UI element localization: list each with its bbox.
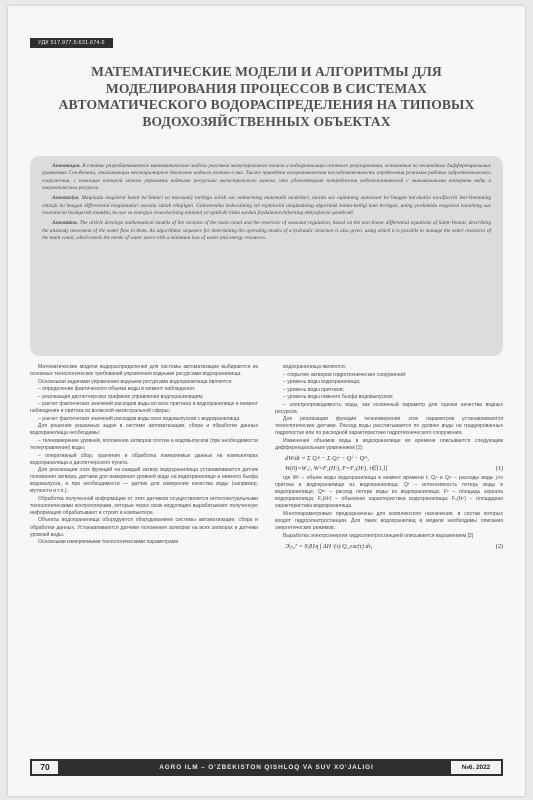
equation-2	[285, 543, 503, 550]
equation-1-aux: W(0)=W₀ᶜ, W=F₁(Hᶜ), F=F₂(Hᶜ), i∈[1,l]	[285, 465, 388, 473]
issue-number: №6. 2022	[451, 761, 501, 774]
list-item: – реализация диспетчерских графиков управления водохранилищем;	[38, 393, 204, 400]
equation-1	[285, 455, 503, 462]
paragraph: Математические модели водораспределения для системы автоматизации выбираются из основных технологических требований управления водными ресурсами водохранилища.	[30, 364, 258, 378]
abstract-uz-text: Maqolada magistral kanal bo‘limlari va mavsumiy tartibga solish suv omborining matematik modellari, ularda suv oqimining statsionar bo‘lmagan harakatini tavsiflovchi Sen-Venanning chiziqli bo‘lmagan differentsial tenglamalari asosida ishlab chiqilgan. Gidrotexnika inshootining ish rejimlarini aniqlashning algoritmik ketma-ketligi ham berilgan, uning yordamida magistral kanalning suv resurslarini boshqarish mumkin, bu suv va energiya resurslarining minimal yo‘qotilishi bilan suvdan foydalanuvchilarning ehtiyojlarini qondiradi.	[42, 195, 491, 217]
equation-1-number: (1)	[495, 465, 503, 473]
equation-1-body: dW/dt = Σ Qᵢⁿ − Σ Qⱼᵒ − Qᶠ − Qᵉᵛ,	[285, 455, 369, 463]
list-item: – оперативный сбор, хранение и обработка измеряемых данных на компьютерах водохранилища и диспетчерского пункта.	[30, 452, 258, 466]
paragraph: Основными задачами управления водными ресурсами водохранилища являются:	[38, 378, 233, 385]
paragraph: Обработка полученной информации от этих датчиков осуществляется интеллектуальными технологическими контроллерами, которые через свою модуляцию вырабатывают полученную информацию обрабатывают и строят в компьютере.	[30, 495, 258, 516]
abstract-en-text: The article develops mathematical models of the sections of the main canal and the reservoir of seasonal regulation, based on the non-linear differential equations of Saint-Venant, describing the unsteady movement of the water flow in them. An algorithmic sequence for determining the operating modes of a hydraulic structure is also given, using which it is possible to manage the water resources of the main canal, which meets the needs of water users with a minimum loss of water and energy resources.	[42, 220, 491, 242]
list-item: – открытие затворов гидротехнических сооружений;	[283, 371, 407, 378]
footer-bar	[30, 759, 503, 776]
paragraph: Для реализации функции телеизмерения этих параметров устанавливаются технологические датчики. Расход воды рассчитывается по уровню воды на градуированных гидропостах или по расходной характеристике гидротехнического сооружения.	[275, 416, 503, 437]
paragraph: Основными измеряемыми технологическими параметрами	[38, 539, 179, 546]
journal-page	[8, 6, 525, 796]
paragraph: Для реализации этих функций на каждый затвор водохранилища устанавливается датчик положения затвора, датчики для измерения уровней воды на водохранилище и нижнего бьефа водовыпуска, а при необходимости — датчик для измерения качества воды (например, мутности и т.п.).	[30, 467, 258, 495]
equation-2-number: (2)	[495, 542, 503, 550]
abstract-box	[30, 156, 503, 356]
left-column	[30, 364, 258, 547]
right-column	[275, 364, 503, 553]
list-item: – электропроводимость воды, как косвенный параметр для оценки качества водных ресурсов.	[275, 401, 503, 415]
list-item: – уровень воды притоков;	[283, 386, 344, 393]
body-columns	[30, 364, 503, 754]
abstract-en-label: Annotation.	[52, 220, 79, 227]
abstract-uz-label: Annotatsiya.	[52, 195, 80, 202]
abstract-ru	[42, 163, 491, 192]
paragraph: Изменение объемов воды в водохранилище во времени описывается следующим дифференциальным уравнением [1]:	[275, 437, 503, 452]
udk-code: УДК 517.977.5:631.674.6	[30, 38, 113, 48]
paragraph: Объекты водохранилища оборудуются оборудованием системы автоматизации, сбора и обработки данных. Устанавливаются датчики положения затворов на всех затворах и датчики уровней воды.	[30, 517, 258, 538]
paragraph: где Wᶜ – объем воды водохранилища в момент времени t; Qᵢⁿ и Qⱼᵒ – расходы воды j-го притока в водохранилище из водохранилища; Qᶠ – интенсивность потерь воды в водохранилище; Qᵉᵛ – расход потери воды из водохранилища; Fᶜ – площадь зеркала водохранилища; F₁(Hᶜ) – объемная характеристика водохранилища; F₂(Hᶜ) – площадная характеристика водохранилища.	[275, 475, 503, 510]
abstract-ru-text: В статье разрабатываются математические модели участков магистрального канала и водохранилища сезонного регулирования, основанные на нелинейных дифференциальных уравнениях Сен-Венана, описывающих нестационарное движение водного потока в них. Также приведена алгоритмическая последовательность определения режимов работы гидротехнического сооружения, с помощью которой можно управлять водными ресурсами магистрального канала, что удовлетворит потребности водопользователей с минимальными потерями воды и энергетических ресурсов.	[42, 163, 491, 192]
paragraph: водохранилища являются:	[283, 364, 347, 370]
list-item: – определение фактического объема воды в момент наблюдения;	[38, 386, 196, 393]
list-item: – телеизмерение уровней, положения затворов плотин и водовыпусков (при необходимости телеуправление) воды;	[30, 437, 258, 452]
abstract-ru-label: Аннотация.	[52, 163, 81, 169]
page-number: 70	[32, 761, 58, 774]
equation-1-conditions	[285, 465, 503, 472]
journal-name: AGRO ILM – O‘ZBEKISTON QISHLOQ VA SUV XO‘JALIGI	[159, 764, 374, 771]
abstract-uz	[42, 195, 491, 217]
list-item: – расчет фактических значений расходов воды во всех притоках в водохранилище в момент наблюдения и притока из волжской магистральной сферы;	[30, 401, 258, 415]
article-title: МАТЕМАТИЧЕСКИЕ МОДЕЛИ И АЛГОРИТМЫ ДЛЯ МОДЕЛИРОВАНИЯ ПРОЦЕССОВ В СИСТЕМАХ АВТОМАТИЧЕСКОГО ВОДОРАСПРЕДЕЛЕНИЯ НА ТИПОВЫХ ВОДОХОЗЯЙСТВЕННЫХ ОБЪЕКТАХ	[58, 64, 475, 129]
list-item: – уровень воды водохранилища;	[283, 379, 361, 386]
equation-2-body: Э|ₜ₀ᵀ = 9,81η ∫ ΔH ᶜ(τ) Q_гэс(τ) dτ,	[285, 542, 373, 550]
list-item: – уровень воды нижнего бьефа водовыпусков;	[283, 394, 394, 401]
abstract-en	[42, 220, 491, 242]
paragraph: Для решения указанных задач в системе автоматизации, сбора и обработки данных водохранилища необходимы:	[30, 423, 258, 437]
list-item: – расчет фактических значений расходов воды всех водовыпусков с водохранилища.	[38, 415, 241, 422]
paragraph: Выработка электроэнергии гидроэлектростанцией описывается выражением [2]	[283, 532, 474, 539]
paragraph: Многопараметровые предназначены для комплексного назначения, в состав которых входят гидроэлектростанции. Для таких водохранилищ в модели необходимы описания энергетических режимов.	[275, 510, 503, 531]
